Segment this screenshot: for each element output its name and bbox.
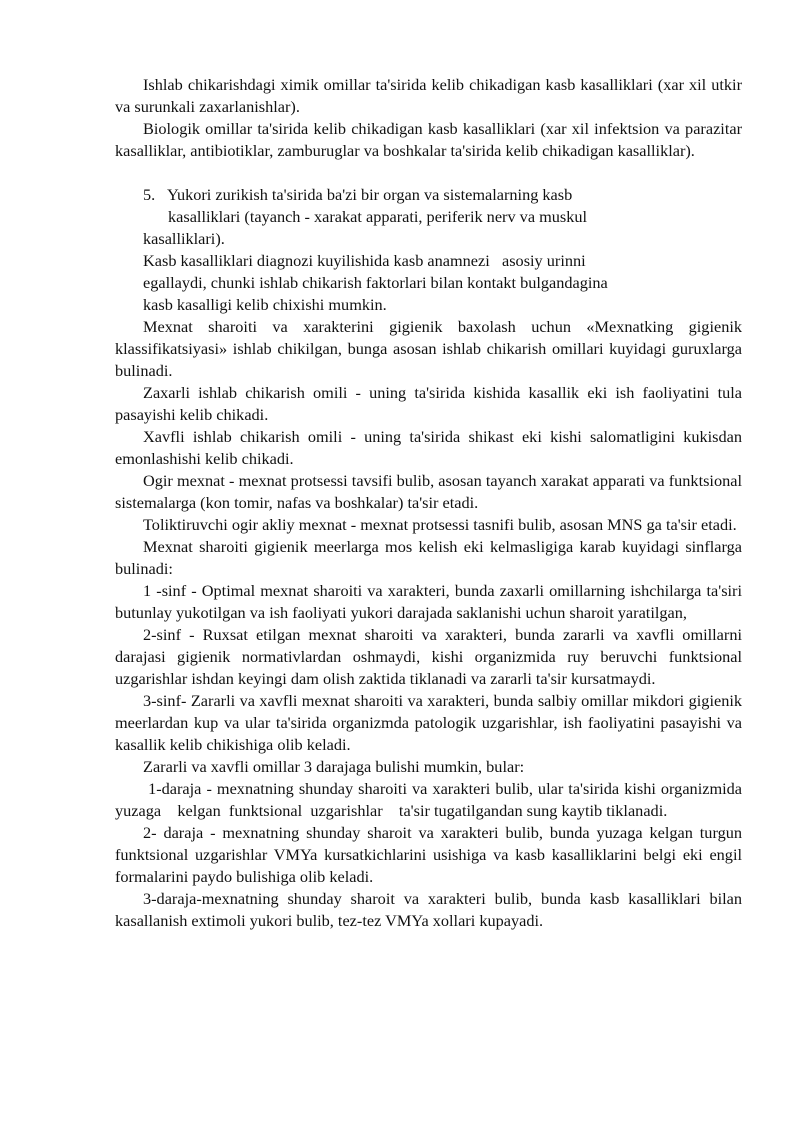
- paragraph-class-1: 1 -sinf - Optimal mexnat sharoiti va xarakteri, bunda zaxarli omillarning ishchilarga ta'siri butunlay yukotilgan va ish faoliyati yukori darajada saklanishi uchun sharoit yaratilgan,: [115, 581, 742, 622]
- item-line-3: kasalliklari).: [143, 229, 225, 248]
- paragraph-classification: Mexnat sharoiti va xarakterini gigienik baxolash uchun «Mexnatking gigienik klassifikatsiyasi» ishlab chikilgan, bunga asosan ishlab chikarish omillari kuyidagi guruxlarga bulinadi.: [115, 317, 742, 380]
- paragraph-biological-factors: Biologik omillar ta'sirida kelib chikadigan kasb kasalliklari (xar xil infektsion va parazitar kasalliklar, antibiotiklar, zamburuglar va boshkalar ta'sirida kelib chikadigan kasalliklar).: [115, 119, 742, 160]
- numbered-item-5: [115, 184, 742, 250]
- paragraph-class-3: 3-sinf- Zararli va xavfli mexnat sharoiti va xarakteri, bunda salbiy omillar mikdori gigienik meerlardan kup va ular ta'sirida organizmda patologik uzgarishlar, ish faoliyatini pasayishi va kasallik kelib chikishiga olib keladi.: [115, 691, 742, 754]
- paragraph-class-2: 2-sinf - Ruxsat etilgan mexnat sharoiti va xarakteri, bunda zararli va xavfli omillarni darajasi gigienik normativlardan oshmaydi, kishi organizmida ruy beruvchi funktsional uzgarishlar ishdan keyingi dam olish zaktida tiklanadi va zararli ta'sir kursatmaydi.: [115, 625, 742, 688]
- diagnosis-block: [115, 250, 742, 316]
- paragraph-harmful-factor: Zaxarli ishlab chikarish omili - uning ta'sirida kishida kasallik eki ish faoliyatini tula pasayishi kelib chikadi.: [115, 383, 742, 424]
- paragraph-degree-2: 2- daraja - mexnatning shunday sharoit va xarakteri bulib, bunda yuzaga kelgan turgun funktsional uzgarishlar VMYa kursatkichlarini usishiga va kasb kasalliklarini belgi eki engil formalarini paydo bulishiga olib keladi.: [115, 823, 742, 886]
- paragraph-degree-3: 3-daraja-mexnatning shunday sharoit va xarakteri bulib, bunda kasb kasalliklari bilan kasallanish extimoli yukori bulib, tez-tez VMYa xollari kupayadi.: [115, 889, 742, 930]
- paragraph-degrees-intro: Zararli va xavfli omillar 3 darajaga bulishi mumkin, bular:: [143, 757, 525, 776]
- paragraph-heavy-labor: Ogir mexnat - mexnat protsessi tavsifi bulib, asosan tayanch xarakat apparati va funktsional sistemalarga (kon tomir, nafas va boshkalar) ta'sir etadi.: [115, 471, 742, 512]
- blank-line: [115, 162, 742, 184]
- diagnosis-line-2: egallaydi, chunki ishlab chikarish faktorlari bilan kontakt bulgandagina: [143, 273, 608, 292]
- diagnosis-line-3: kasb kasalligi kelib chixishi mumkin.: [143, 295, 387, 314]
- document-page: [115, 74, 751, 932]
- diagnosis-line-1: Kasb kasalliklari diagnozi kuyilishida kasb anamnezi asosiy urinni: [143, 251, 586, 270]
- paragraph-mental-labor: Toliktiruvchi ogir akliy mexnat - mexnat protsessi tasnifi bulib, asosan MNS ga ta'sir etadi.: [143, 515, 737, 534]
- item-line-2: kasalliklari (tayanch - xarakat apparati, periferik nerv va muskul: [168, 207, 588, 226]
- paragraph-chemical-factors: Ishlab chikarishdagi ximik omillar ta'sirida kelib chikadigan kasb kasalliklari (xar xil utkir va surunkali zaxarlanishlar).: [115, 75, 742, 116]
- paragraph-classes-intro: Mexnat sharoiti gigienik meerlarga mos kelish eki kelmasligiga karab kuyidagi sinflarga bulinadi:: [115, 537, 742, 578]
- item-number: 5.: [143, 185, 156, 204]
- paragraph-dangerous-factor: Xavfli ishlab chikarish omili - uning ta'sirida shikast eki kishi salomatligini kukisdan emonlashishi kelib chikadi.: [115, 427, 742, 468]
- item-line-1: Yukori zurikish ta'sirida ba'zi bir organ va sistemalarning kasb: [167, 185, 573, 204]
- paragraph-degree-1: 1-daraja - mexnatning shunday sharoiti va xarakteri bulib, ular ta'sirida kishi organizmida yuzaga kelgan funktsional uzgarishlar ta'sir tugatilgandan sung kaytib tiklanadi.: [115, 779, 751, 820]
